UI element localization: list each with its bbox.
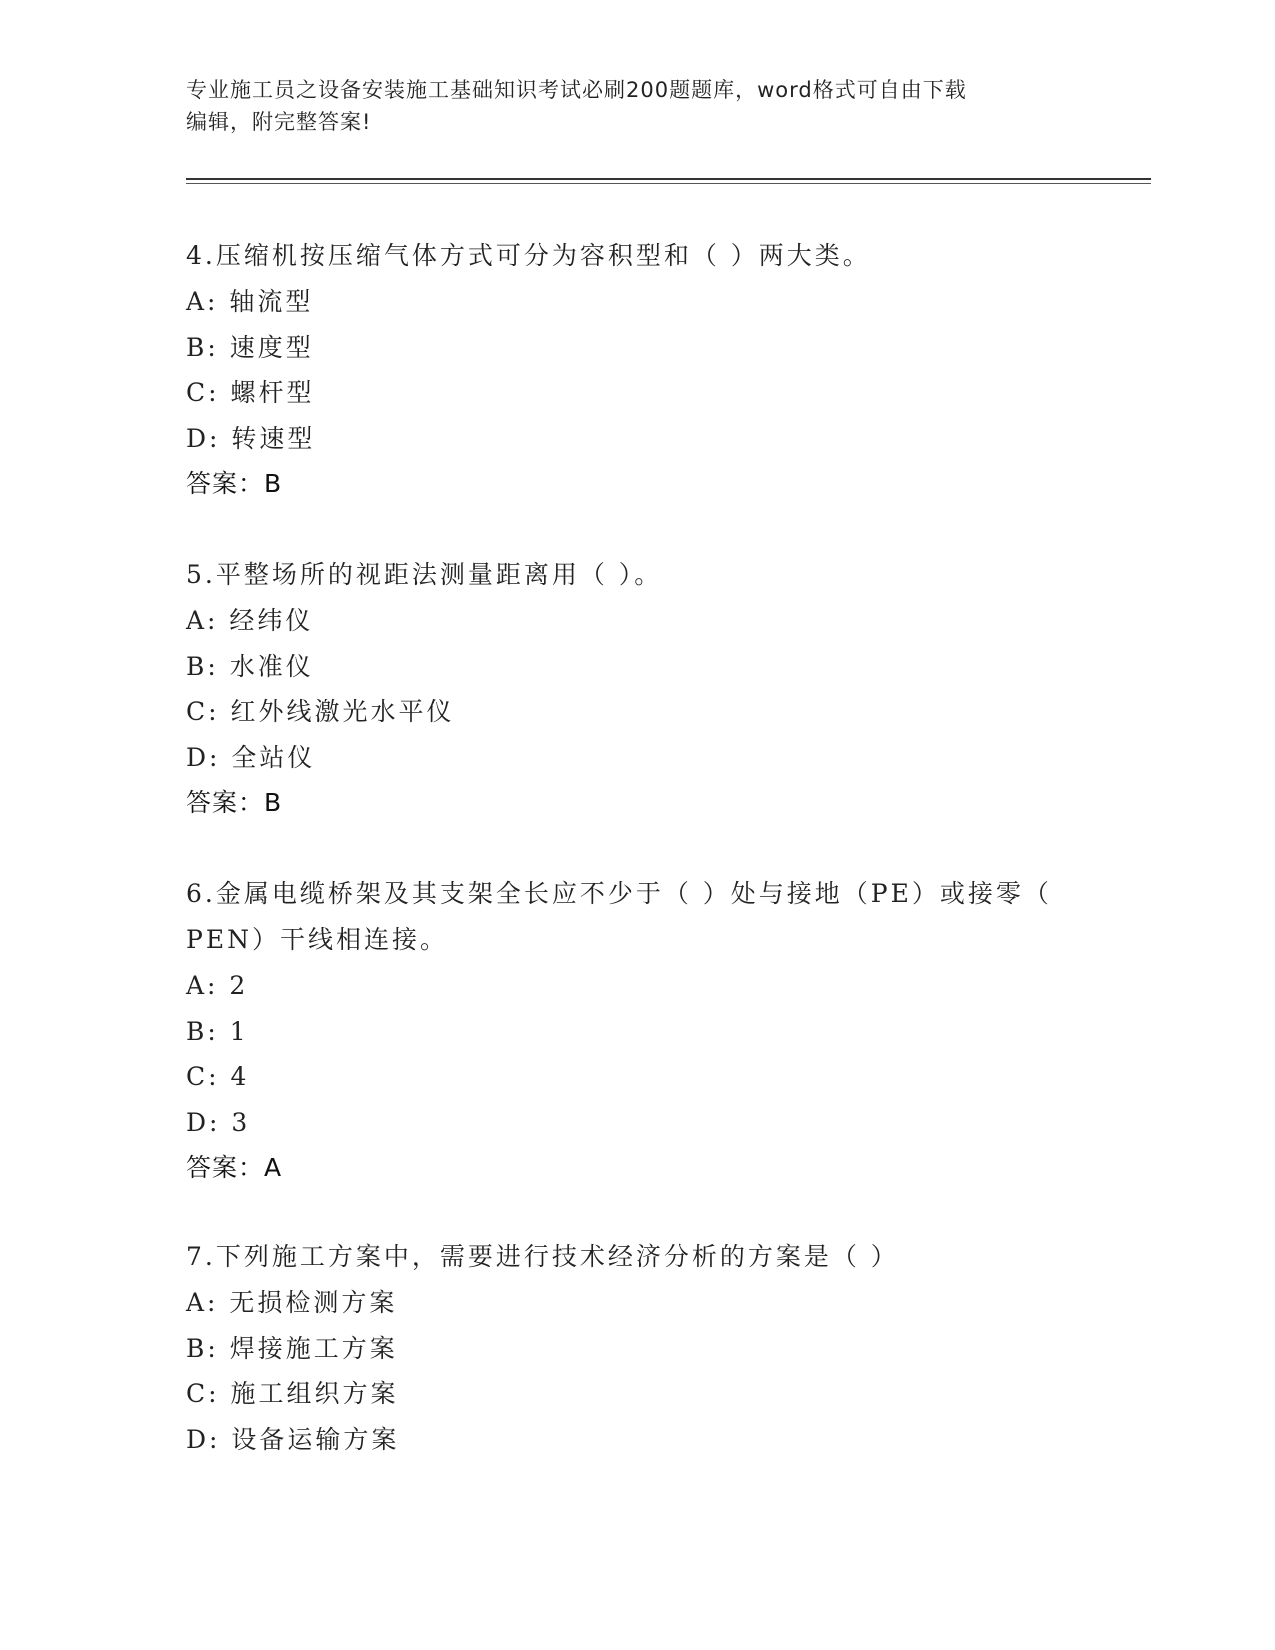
option-d: D: 设备运输方案	[186, 1424, 400, 1454]
header-divider-thin	[186, 183, 1151, 184]
option-a: A: 无损检测方案	[186, 1288, 398, 1317]
header-divider-thick	[186, 178, 1151, 180]
question-7	[186, 1234, 1086, 1462]
option-c: C: 施工组织方案	[186, 1379, 399, 1408]
question-5	[186, 552, 1086, 826]
option-d: D: 全站仪	[186, 742, 316, 772]
answer: 答案：B	[186, 469, 283, 498]
option-a: A: 2	[186, 971, 249, 1000]
header-line-1: 专业施工员之设备安装施工基础知识考试必刷200题题库，word格式可自由下载	[186, 78, 967, 102]
option-d: D: 转速型	[186, 423, 316, 453]
question-6	[186, 871, 1086, 1191]
option-c: C: 螺杆型	[186, 378, 315, 407]
document-header	[186, 74, 1086, 138]
option-b: B: 焊接施工方案	[186, 1333, 398, 1363]
option-c: C: 4	[186, 1062, 250, 1091]
option-a: A: 经纬仪	[186, 606, 314, 635]
answer: 答案：B	[186, 788, 283, 817]
answer: 答案：A	[186, 1153, 283, 1182]
header-line-2: 编辑，附完整答案!	[186, 110, 372, 134]
option-b: B: 1	[186, 1016, 249, 1046]
question-stem-line-1: 6.金属电缆桥架及其支架全长应不少于（ ）处与接地（PE）或接零（	[186, 879, 1052, 908]
question-stem: 7.下列施工方案中，需要进行技术经济分析的方案是（ ）	[186, 1242, 899, 1271]
option-b: B: 速度型	[186, 332, 314, 362]
question-stem: 5.平整场所的视距法测量距离用（ ）。	[186, 560, 663, 589]
option-a: A: 轴流型	[186, 287, 314, 316]
option-c: C: 红外线激光水平仪	[186, 697, 455, 726]
question-stem-line-2: PEN）干线相连接。	[186, 925, 448, 954]
option-d: D: 3	[186, 1107, 251, 1137]
question-stem: 4.压缩机按压缩气体方式可分为容积型和（ ）两大类。	[186, 241, 871, 270]
question-4	[186, 233, 1086, 507]
option-b: B: 水准仪	[186, 651, 314, 681]
